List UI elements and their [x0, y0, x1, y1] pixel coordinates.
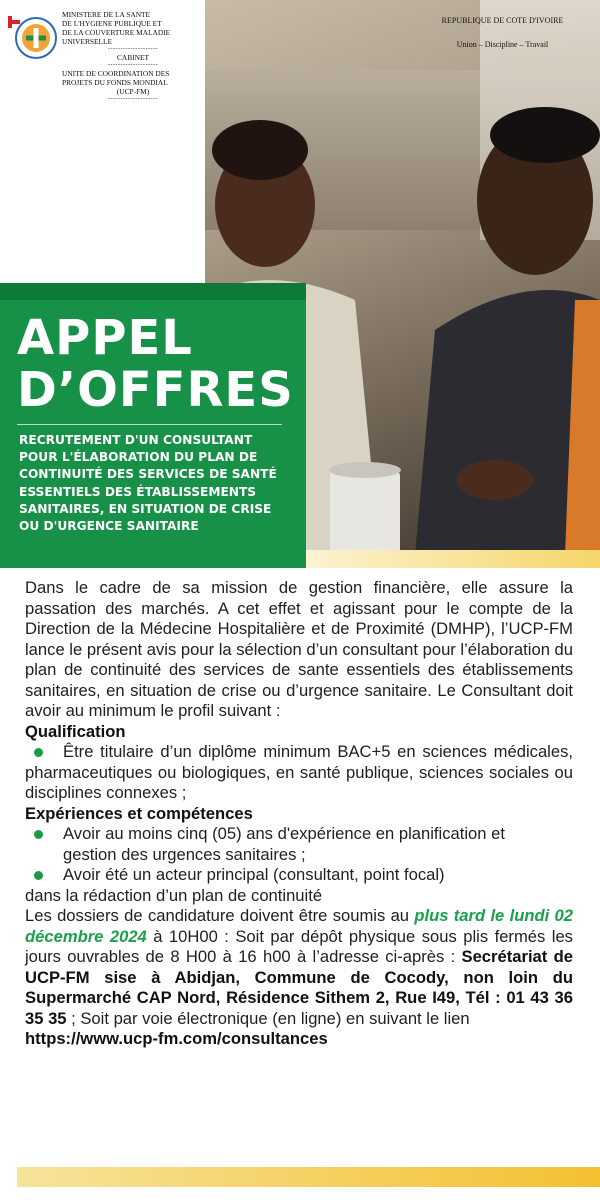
submission-text: ; Soit par voie électronique (en ligne) en suivant le lien — [66, 1008, 470, 1028]
list-item — [25, 824, 573, 865]
ministry-line: DE LA COUVERTURE MALADIE — [62, 28, 171, 37]
separator: -------------------- — [108, 62, 158, 68]
qualification-item: Être titulaire d’un diplôme minimum BAC+5 en sciences médicales, pharmaceutiques ou biologiques, en santé publique, sciences sociales ou disciplines connexes ; — [25, 742, 573, 802]
list-item — [25, 742, 573, 804]
ministry-text — [62, 10, 204, 103]
separator: -------------------- — [108, 96, 158, 102]
unit-line: (UCP-FM) — [116, 87, 150, 96]
unit-line: UNITE DE COORDINATION DES — [62, 69, 170, 78]
bullet-icon — [34, 871, 43, 880]
intro-paragraph: Dans le cadre de sa mission de gestion financière, elle assure la passation des marchés. A cet effet et agissant pour le compte de la Direction de la Médecine Hospitalière et de Proximité (DMHP), l’UCP-FM lance le présent avis pour la sélection d’un consultant pour l’élaboration du plan de continuité des services de sante essentiels des établissements sanitaires, en situation de crise ou d’urgence sanitaire. Le Consultant doit avoir au minimum le profil suivant : — [25, 578, 573, 720]
notice-body — [25, 578, 573, 1050]
experience-heading: Expériences et compétences — [25, 803, 253, 823]
page-subtitle: RECRUTEMENT D'UN CONSULTANT POUR L'ÉLABORATION DU PLAN DE CONTINUITÉ DES SERVICES DE SANTÉ ESSENTIELS DES ÉTABLISSEMENTS SANITAIRES, EN SITUATION DE CRISE OU D'URGENCE SANITAIRE — [19, 433, 277, 534]
qualification-heading: Qualification — [25, 721, 126, 741]
experience-item-2: Avoir été un acteur principal (consultant, point focal) — [63, 865, 445, 884]
republic-header — [405, 0, 600, 80]
republic-name: REPUBLIQUE DE COTE D'IVOIRE — [441, 16, 564, 25]
experience-item-2-continued: dans la rédaction d’un plan de continuité — [25, 885, 323, 905]
bullet-icon — [34, 830, 43, 839]
ministry-logo — [8, 12, 58, 62]
title-divider — [17, 424, 282, 425]
separator: -------------------- — [108, 46, 158, 52]
title-line-2: D’OFFRES — [17, 362, 294, 418]
ministry-header — [0, 0, 205, 150]
experience-item-1: Avoir au moins cinq (05) ans d'expérience en planification et gestion des urgences sanitaires ; — [63, 824, 505, 864]
list-item — [25, 865, 573, 886]
footer-accent-bar — [17, 1167, 600, 1187]
accent-bar — [306, 550, 600, 568]
submission-paragraph — [25, 906, 573, 1029]
deadline: plus tard le lundi 02 décembre 2024 — [25, 906, 573, 946]
submission-text: à 10H00 : Soit par dépôt physique sous plis fermés les jours ouvrables de 8 H00 à 16 h00 à l’adresse ci-après : — [25, 926, 573, 966]
title-line-1: APPEL — [17, 310, 193, 366]
republic-motto: Union – Discipline – Travail — [456, 40, 549, 49]
submission-text: Les dossiers de candidature doivent être soumis au — [25, 906, 415, 925]
ministry-line: DE L'HYGIENE PUBLIQUE ET — [62, 19, 162, 28]
address: Secrétariat de UCP-FM sise à Abidjan, Commune de Cocody, non loin du Supermarché CAP Nord, Résidence Sithem 2, Rue I49, Tél : 01 43 36 35 35 — [25, 947, 573, 1028]
unit-line: PROJETS DU FONDS MONDIAL — [62, 78, 168, 87]
cabinet-label: CABINET — [116, 53, 150, 62]
application-link[interactable]: https://www.ucp-fm.com/consultances — [25, 1029, 328, 1048]
ministry-line: MINISTERE DE LA SANTE — [62, 10, 151, 19]
ministry-line: UNIVERSELLE — [62, 37, 113, 46]
page-title — [17, 312, 294, 416]
